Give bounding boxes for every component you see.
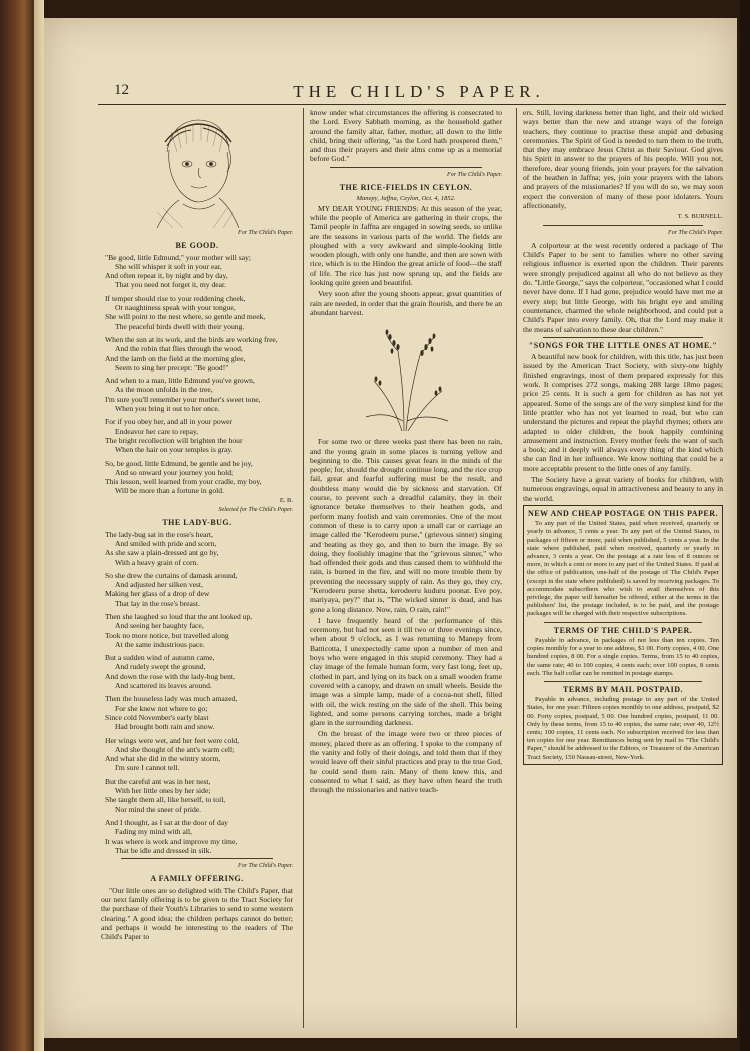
poem-line: Her wings were wet, and her feet were cold, bbox=[105, 735, 240, 745]
colporteur-body bbox=[523, 241, 723, 334]
mail-terms-title: TERMS BY MAIL POSTPAID. bbox=[563, 684, 683, 694]
column-2 bbox=[310, 108, 502, 1030]
boy-portrait-illustration bbox=[127, 112, 267, 228]
masthead: THE CHILD'S PAPER. bbox=[293, 82, 545, 101]
poem-line: Then she laughed so loud that the ant looked up, bbox=[105, 611, 253, 621]
poem-line: The bright recollection will brighten the hour bbox=[105, 435, 243, 445]
family-offering-title: A FAMILY OFFERING. bbox=[150, 874, 244, 884]
poem-line: And the robin that flies through the wood, bbox=[115, 344, 243, 354]
poem-line: Then the houseless lady was much amazed, bbox=[105, 694, 238, 704]
poem-line: And often repeat it, by night and by day, bbox=[105, 271, 228, 281]
poem-line: And what she did in the wintry storm, bbox=[105, 754, 221, 764]
poem-line: And when to a man, little Edmund you've grown, bbox=[105, 376, 255, 386]
poem-line: It was where is work and improve my time, bbox=[105, 836, 238, 846]
poem-line: Or naughtiness speak with your tongue, bbox=[115, 303, 236, 313]
poem-line: With a heavy grain of corn. bbox=[115, 557, 199, 567]
paragraph: know under what circumstances the offering is consecrated to the Lord. Every Sabbath morning, as the household gather around the family altar, father, mother, all down to the little child, bring their offering, "as the Lord hath prospered them," and thus their prayers and their alms come up as a memorial before God." bbox=[310, 108, 502, 164]
poem-line: Nor mind the sneer of pride. bbox=[115, 804, 202, 814]
paragraph: ers. Still, loving darkness better than light, and their old wicked ways better than the new and strange ways of the foreign teachers, they continue to practise these stupid and debasing ceremonies. The Spirit of God is needed to turn them to the truth, that they may embrace Jesus Christ as their Saviour. God gives his Spirit in answer to the prayers of his people. Will you not, therefore, dear young friends, join your prayers for the salvation of the heathen in Jaffna; yes, join your prayers with the labors and prayers of the missionaries? If you will do so, we may soon expect the conversion of many of these poor idolaters. Yours affectionately, bbox=[523, 108, 723, 210]
column-rule bbox=[516, 108, 517, 1028]
poem-line: And I thought, as I sat at the door of day bbox=[105, 817, 228, 827]
poem-line: Fading my mind with all, bbox=[115, 827, 192, 837]
lady-bug-title: THE LADY-BUG. bbox=[162, 518, 232, 528]
header-rule bbox=[98, 104, 726, 105]
poem-line: When the sun at its work, and the birds are working free, bbox=[105, 334, 278, 344]
poem-line: But the careful ant was in her nest, bbox=[105, 776, 211, 786]
rice-title: THE RICE-FIELDS IN CEYLON. bbox=[339, 183, 473, 193]
rice-body-continued bbox=[310, 437, 502, 794]
poem-line: Since cold November's early blast bbox=[105, 712, 209, 722]
poem-line: And rudely swept the ground, bbox=[115, 662, 206, 672]
poem-line: If temper should rise to your reddening cheek, bbox=[105, 293, 246, 303]
postage-title: NEW AND CHEAP POSTAGE ON THIS PAPER. bbox=[527, 508, 719, 518]
paragraph: Very soon after the young shoots appear, great quantities of rain are needed, in order that the grain flourish, and there be an abundant harvest. bbox=[310, 289, 502, 317]
rice-dateline: Manepy, Jaffna, Ceylon, Oct. 4, 1852. bbox=[356, 195, 456, 203]
paragraph: Payable in advance, in packages of not less than ten copies. Ten copies monthly for a year to one address, $1 00. Forty copies, 4 00. One hundred copies, 8 00. For a single copies. Terms, from 15 to 40 copies, the same rate; 40 to 100 copies, 4 cents each; over 100 copies, 8 cents each. The half collar can be remitted in postage stamps. bbox=[527, 636, 719, 677]
section-rule bbox=[543, 337, 703, 338]
poem-line: Making her glass of a drop of dew bbox=[105, 589, 210, 599]
terms-title: TERMS OF THE CHILD'S PAPER. bbox=[553, 625, 693, 635]
poem-line: And seeing her haughty face, bbox=[115, 621, 204, 631]
poem-line: Had brought both rain and snow. bbox=[115, 722, 215, 732]
poem-line: And smiled with pride and scorn, bbox=[115, 538, 217, 548]
poem-line: The peaceful birds dwell with their young. bbox=[115, 321, 245, 331]
poem-line: And adjusted her silken vest, bbox=[115, 580, 203, 590]
lady-bug-credit: Selected for The Child's Paper. bbox=[218, 507, 293, 514]
book-spine bbox=[0, 0, 34, 1051]
paragraph: I have frequently heard of the performance of this ceremony, but had not seen it till two or three evenings since, when about 9 o'clock, as I was returning to Manepy from Batticotta, I unexpectedly came upon a number of men and boys who were engaged in this stupid ceremony. They had a clay image of the female human form, very fast long, feet up, clothed in part, and lying on its back on a small wooden frame covered with a canopy, and drawn on small wheels. Beside the image was a simple lamp, made of a cocoa-nut shell, filled with oil, the wick resting on the side of the shell. This being lighted, and some persons carrying torches, made a bright glare in the surrounding darkness. bbox=[310, 615, 502, 728]
binding-edge bbox=[34, 0, 44, 1051]
background-edge bbox=[740, 0, 750, 1051]
poem-line: That you need not forget it, my dear. bbox=[115, 280, 226, 290]
poem-line: For if you obey her, and all in your power bbox=[105, 417, 233, 427]
poem-line: That be idle and dressed in silk. bbox=[115, 845, 212, 855]
poem-line: When you bring it out to her once. bbox=[115, 404, 220, 414]
poem-line: "Be good, little Edmund," your mother will say; bbox=[105, 252, 252, 262]
poem-line: With her little ones by her side; bbox=[115, 786, 211, 796]
poem-line: And she thought of the ant's warm cell; bbox=[115, 744, 235, 754]
colporteur-credit: For The Child's Paper. bbox=[668, 229, 723, 236]
songs-title: "SONGS FOR THE LITTLE ONES AT HOME." bbox=[528, 340, 718, 350]
poem-line: The lady-bug sat in the rose's heart, bbox=[105, 529, 213, 539]
poem-line: She will point to the nest where, so gentle and meek, bbox=[105, 312, 266, 322]
page-header bbox=[64, 66, 734, 101]
poem-line: For she knew not where to go; bbox=[115, 703, 208, 713]
rice-conclusion bbox=[523, 108, 723, 210]
family-offering-credit: For The Child's Paper. bbox=[238, 863, 293, 870]
notices-box bbox=[523, 505, 723, 765]
poem-line: At the same industrious pace. bbox=[115, 639, 205, 649]
poem-line: As the moon unfolds in the tree, bbox=[115, 385, 213, 395]
page-number: 12 bbox=[114, 82, 129, 98]
poem-line: I'm sure you'll remember your mother's sweet tone, bbox=[105, 394, 261, 404]
rice-body bbox=[310, 204, 502, 318]
poem-line: And scattered its leaves around. bbox=[115, 681, 212, 691]
poem-line: She will whisper it soft in your ear, bbox=[115, 261, 222, 271]
terms-body bbox=[524, 637, 722, 678]
paragraph: "Our little ones are so delighted with The Child's Paper, that our next family offering is to be given to the Tract Society for the purchase of their Youth's Libraries to send to some western clearing." A good idea; the children perhaps cannot do better; and perhaps it would be interesting to the readers of The Child's Paper to bbox=[101, 885, 293, 942]
rice-plant-illustration bbox=[346, 321, 466, 433]
paragraph: Payable in advance, including postage to any part of the United States, for one year: Fifteen copies monthly to one address, postpaid, $2 00. Forty copies, postpaid, 5 00. One hundred copies, postpaid, 11 00. Only by these terms, from 15 to 40 copies, the same rate; over 40, 12½ cents; 100 copies, 11 cents each. No subscription received for less than ten copies for one year. Remittances being sent by mail to "The Child's Paper," should be addressed to the Editors, or Treasurer of the American Tract Society, 150 Nassau-street, New-York. bbox=[527, 696, 719, 761]
paragraph: The Society have a great variety of books for children, with numerous engravings, equal in attractiveness and beauty to any in the world. bbox=[523, 474, 723, 503]
column-1 bbox=[101, 108, 293, 1030]
poem-line: Seem to sing her precept: "Be good!" bbox=[115, 362, 229, 372]
poem-line: That lay in the rose's breast. bbox=[115, 598, 200, 608]
section-rule bbox=[544, 681, 702, 682]
family-offering-body bbox=[101, 886, 293, 942]
poem-line: And so onward your journey you hold; bbox=[115, 467, 234, 477]
songs-body bbox=[523, 352, 723, 503]
paragraph: To any part of the United States, paid when received, quarterly or yearly in advance, 5 cents a year. To any part of the United States, in packages of fifteen or more, paid when published, 5 cents a year. In the state where published, paid when received, quarterly or yearly in advance, 3 cents a year. On the postage at a rate less of 8 ounces or more, in which a cent or more to any part of the United States. If paid at the office of publication, one-half of the postage of The Child's Paper (except in the state where published) is saved by receiving packages. To accommodate subscribers who wish to avail themselves of this privilege, the paper will hereafter be offered, either at the terms in the publishers' list, the postage included, is to be paid, and the postage packages will be charged with their respective subscriptions. bbox=[527, 520, 719, 618]
paragraph: A beautiful new book for children, with this title, has just been issued by the American Tract Society, with sixty-one highly finished engravings, most of them prepared expressly for this work. It comprises 272 songs, making 288 large 18mo pages; price 25 cents. It is such a gem for children as has not yet appeared. Some of the songs are of the very simplest kind for the little prattler who has not yet learned to read, but who can understand the pictures and repeat the playful rhymes; others are adapted to older children, the book happily combining amusement and instruction. Every mother feels the want of such a book; and it deeply will always every thing of the kind which she can find in her influence. We know nothing that could be a more acceptable present to the little ones of any family. bbox=[523, 352, 723, 473]
be-good-signature: E. B. bbox=[279, 496, 293, 504]
rice-signature: T. S. BURNELL. bbox=[677, 213, 723, 221]
poem-line: This lesson, well learned from your cradle, my boy, bbox=[105, 477, 262, 487]
be-good-title: BE GOOD. bbox=[175, 241, 219, 251]
paragraph: For some two or three weeks past there has been no rain, and the young grain in some places is turning yellow and beginning to die. This causes great fears in the minds of the people; for, should the drought continue long, and the rice crop fail, great and fearful suffering must be the result, and doubtless many would die by sickness and starvation. Of course, to prevent such a dreadful calamity, they in their ignorance betake themselves to their heathen gods, and perform many foolish and vain ceremonies. One of the most common of these is to carry upon a small car or carriage an image called the "Kerodeeru purse," (grievous sinner) singing and beating as they go, and then to burn the image. By so doing, they foolishly imagine that the "grievous sinner," who had offended their gods and thus caused them to withhold the rain, is burned in the fire, and will no more trouble them by preventing the necessary supply of rain. As they go, they cry, "Kerodeeru purse shetta, kerodeeru kuduru poonat. Eve poy, mariyaya, pey?" that is, "The wicked sinner is dead, and has gone a long distance. Now, rain, O rain, rain!" bbox=[310, 437, 502, 614]
lady-bug-poem bbox=[101, 530, 293, 856]
family-offering-continued bbox=[310, 108, 502, 164]
column-rule bbox=[303, 108, 304, 1028]
poem-line: Endeavor her care to repay, bbox=[115, 426, 199, 436]
poem-line: And the lamb on the field at the morning glee, bbox=[105, 353, 246, 363]
poem-line: When the hair on your temples is gray. bbox=[115, 445, 233, 455]
postage-body bbox=[524, 520, 722, 618]
section-rule bbox=[330, 167, 482, 168]
paragraph: A colporteur at the west recently ordered a package of The Child's Paper to be sent to families where no other saving religious influence is exerted upon the children. Their parents were strongly prejudiced against all who do not believe as they do. "Little George," says the colporteur, "occasioned what I could never have done. If I had gone, prejudice would have met me at every step; but little George, with his bright eye and smiling countenance, charmed the whole neighborhood, and could put a Child's Paper into every family. Oh, that the Lord may make it the means of salvation to these dear children." bbox=[523, 240, 723, 334]
be-good-credit: For The Child's Paper. bbox=[238, 230, 293, 236]
be-good-poem bbox=[101, 253, 293, 496]
rice-credit: For The Child's Paper. bbox=[447, 171, 502, 178]
poem-line: Took no more notice, but travelled along bbox=[105, 630, 229, 640]
mail-terms-body bbox=[524, 696, 722, 762]
section-rule bbox=[544, 622, 702, 623]
poem-line: And down the rose with the lady-bug bent, bbox=[105, 671, 235, 681]
section-rule bbox=[543, 225, 703, 226]
paragraph: MY DEAR YOUNG FRIENDS: At this season of the year, while the people of America are gathering in their crops, the Tamil people in Jaffna are engaged in sowing seeds, so unlike are the seasons in various parts of the world. The fields are ploughed with a very awkward and simple-looking little wooden plough, with only one handle, and then are sown with rice, which is to the Hindoo the great article of food—the staff of life. The rice has just now sprung up, and the fields are looking quite green and beautiful. bbox=[310, 203, 502, 288]
poem-line: I'm sure I cannot tell. bbox=[115, 763, 180, 773]
paragraph: On the breast of the image were two or three pieces of money, placed there as an offering. I spoke to the company of the vanity and folly of their doings, and told them that if they would leave off their sinful practices and pray to the true God, he could send them rain. Many of them knew this, and consented to what I said, as they have often heard the truth through the missionaries and native teach- bbox=[310, 729, 502, 795]
poem-line: As she saw a plain-dressed ant go by, bbox=[105, 548, 219, 558]
column-3 bbox=[523, 108, 723, 1030]
poem-line: But a sudden wind of autumn came, bbox=[105, 653, 215, 663]
poem-line: So, be good, little Edmund, be gentle and be joy, bbox=[105, 458, 253, 468]
poem-line: So she drew the curtains of damask around, bbox=[105, 570, 238, 580]
poem-line: She taught them all, like herself, to toil, bbox=[105, 795, 226, 805]
section-rule bbox=[121, 858, 273, 859]
poem-line: Will be more than a fortune in gold. bbox=[115, 486, 224, 496]
